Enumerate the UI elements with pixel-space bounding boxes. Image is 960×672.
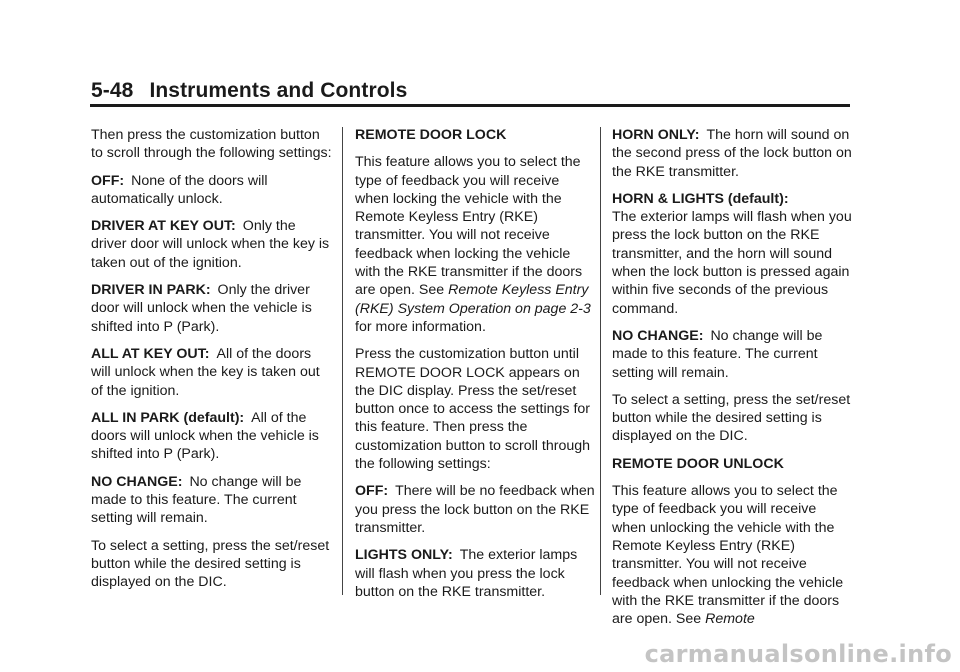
cross-reference-link[interactable]: Remote Keyless Entry (RKE) System Operation on page 2-3 <box>355 282 591 317</box>
column-divider-1 <box>342 127 343 595</box>
setting-driver-in-park <box>91 281 333 336</box>
setting-horn-and-lights <box>612 190 854 318</box>
remote-lock-description <box>355 153 597 336</box>
setting-term: NO CHANGE: <box>91 473 183 490</box>
setting-horn-only <box>612 126 854 181</box>
setting-text: No change will be made to this feature. The current setting will remain. <box>612 327 823 381</box>
setting-term: DRIVER IN PARK: <box>91 282 211 299</box>
column-1 <box>91 126 333 601</box>
setting-text: There will be no feedback when you press the lock button on the RKE transmitter. <box>355 483 595 536</box>
intro-paragraph: Then press the customization button to scroll through the following settings: <box>91 127 332 162</box>
column-3 <box>612 126 854 637</box>
setting-term: HORN ONLY: <box>612 127 700 143</box>
setting-term: DRIVER AT KEY OUT: <box>91 218 236 235</box>
description-text-end: for more information. <box>355 318 486 335</box>
cross-reference-link[interactable]: Remote <box>705 611 755 628</box>
setting-term: ALL AT KEY OUT: <box>91 345 210 362</box>
setting-text: None of the doors will automatically unlock. <box>91 172 268 207</box>
setting-text: The exterior lamps will flash when you press the lock button on the RKE transmitter. <box>355 547 578 600</box>
remote-door-unlock-heading: REMOTE DOOR UNLOCK <box>612 455 784 472</box>
setting-text: The exterior lamps will flash when you press the lock button on the RKE transmitter, and the horn will sound when the lock button is pressed again within five seconds of the previous command. <box>612 209 852 317</box>
select-instructions: To select a setting, press the set/reset button while the desired setting is displayed on the DIC. <box>91 537 330 591</box>
setting-term: OFF: <box>91 172 125 189</box>
setting-driver-at-key-out <box>91 217 333 272</box>
setting-no-change <box>91 473 333 528</box>
description-text: This feature allows you to select the type of feedback you will receive when locking the vehicle with the Remote Keyless Entry (RKE) transmitter. You will not receive feedback when locking the vehicle with the RKE transmitter if the doors are open. See <box>355 154 583 299</box>
setting-off <box>355 482 597 537</box>
remote-unlock-description <box>612 482 854 628</box>
setting-text: All of the doors will unlock when the key is taken out of the ignition. <box>91 345 320 399</box>
setting-no-change <box>612 327 854 382</box>
setting-off <box>91 172 333 209</box>
setting-all-at-key-out <box>91 345 333 400</box>
setting-text: The horn will sound on the second press of the lock button on the RKE transmitter. <box>612 127 852 180</box>
remote-lock-instructions: Press the customization button until REMOTE DOOR LOCK appears on the DIC display. Press the set/reset button once to access the settings for this feature. Then press the customization button to scroll through the following settings: <box>355 346 591 473</box>
column-divider-2 <box>600 127 601 595</box>
setting-all-in-park <box>91 409 333 464</box>
setting-text: Only the driver door will unlock when the vehicle is shifted into P (Park). <box>91 282 312 335</box>
setting-term: OFF: <box>355 483 389 500</box>
setting-term: NO CHANGE: <box>612 327 704 344</box>
setting-term: LIGHTS ONLY: <box>355 547 453 564</box>
page-number: 5-48 <box>91 79 134 102</box>
description-text: This feature allows you to select the type of feedback you will receive when unlocking the vehicle with the Remote Keyless Entry (RKE) transmitter. You will not receive feedback when unlocking the vehicle with the RKE transmitter if the doors are open. See <box>612 483 844 628</box>
setting-lights-only <box>355 546 597 601</box>
setting-text: No change will be made to this feature. The current setting will remain. <box>91 473 302 527</box>
watermark-text: carmanualsonline.info <box>644 640 952 668</box>
setting-text: All of the doors will unlock when the vehicle is shifted into P (Park). <box>91 409 319 463</box>
setting-term: ALL IN PARK (default): <box>91 409 245 426</box>
section-title: Instruments and Controls <box>149 79 408 102</box>
select-instructions: To select a setting, press the set/reset button while the desired setting is displayed on the DIC. <box>612 391 851 445</box>
page-header <box>91 79 407 103</box>
column-2 <box>355 126 597 610</box>
header-rule <box>90 104 850 107</box>
setting-term: HORN & LIGHTS (default): <box>612 190 789 207</box>
setting-text: Only the driver door will unlock when the key is taken out of the ignition. <box>91 218 330 271</box>
remote-door-lock-heading: REMOTE DOOR LOCK <box>355 127 507 143</box>
